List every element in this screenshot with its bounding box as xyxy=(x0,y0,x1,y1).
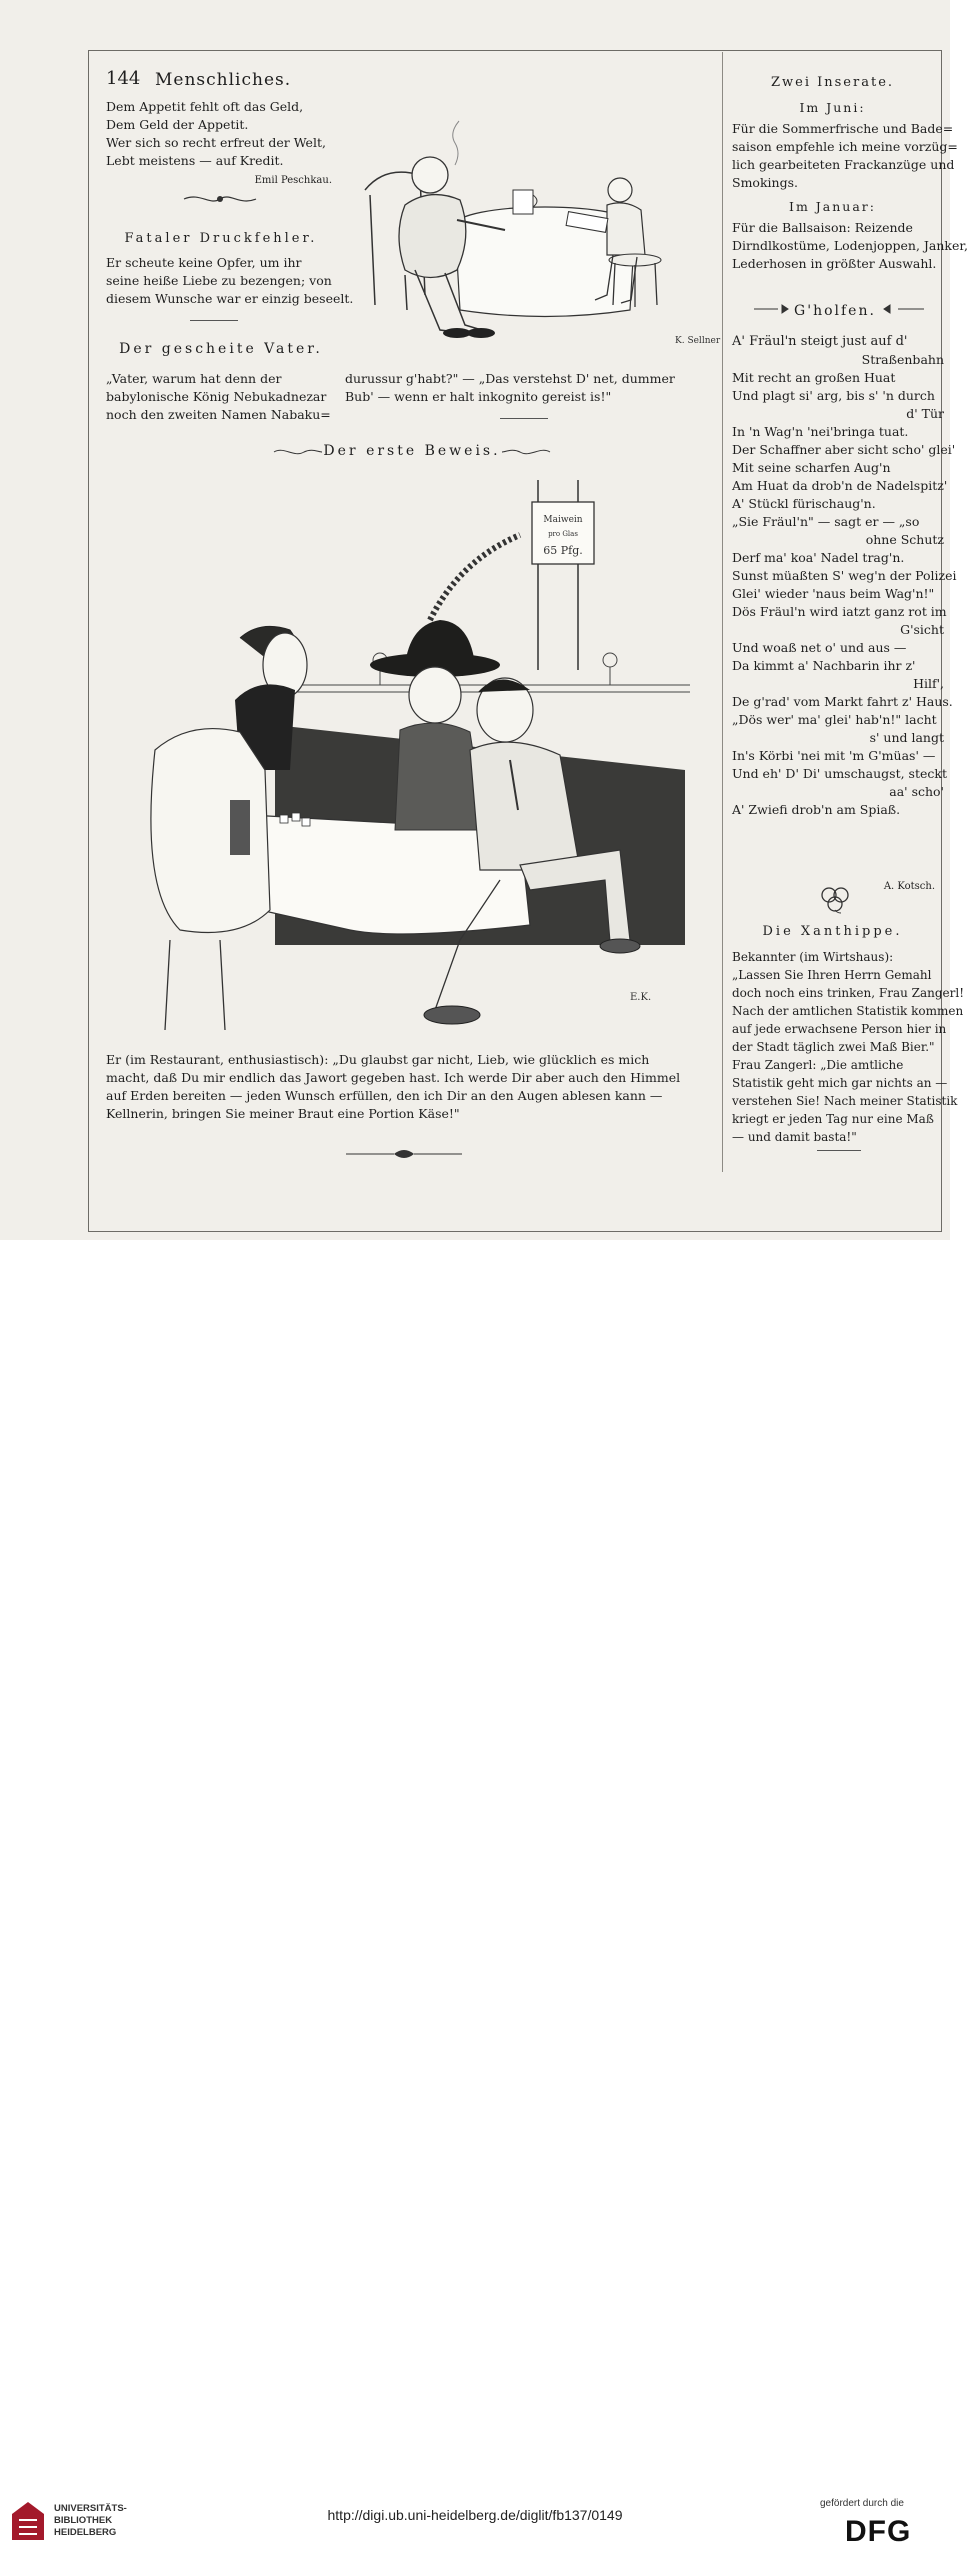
separator-line xyxy=(817,1150,861,1151)
poem-line: Und plagt si' arg, bis s' 'n durch xyxy=(732,388,935,403)
heading-fataler: Fataler Druckfehler. xyxy=(124,231,318,246)
poem-line: De g'rad' vom Markt fahrt z' Haus. xyxy=(732,694,953,709)
running-head: Menschliches. xyxy=(155,70,292,90)
poem-line: In's Körbi 'nei mit 'm G'müas' — xyxy=(732,748,936,763)
poem-line: Der Schaffner aber sicht scho' glei' xyxy=(732,442,956,457)
illustration-father-son xyxy=(345,95,721,350)
text-line: noch den zweiten Namen Nabaku= xyxy=(106,407,331,422)
ornament-icon xyxy=(180,188,260,210)
library-name-line: BIBLIOTHEK xyxy=(54,2515,113,2526)
subheading-juni: Im Juni: xyxy=(799,100,866,115)
poem-line: Dös Fräul'n wird iatzt ganz rot im xyxy=(732,604,947,619)
flourish-left-icon xyxy=(752,303,792,315)
poem-line: ohne Schutz xyxy=(865,532,944,547)
poem-line: Sunst müaßten S' weg'n der Polizei xyxy=(732,568,957,583)
poem-line: d' Tür xyxy=(906,406,944,421)
caption-beweis xyxy=(106,1051,710,1123)
illustration-restaurant xyxy=(100,470,700,1040)
separator-line xyxy=(190,320,238,321)
poem-author: A. Kotsch. xyxy=(883,881,935,892)
heading-vater: Der gescheite Vater. xyxy=(119,341,323,357)
poem-gholfen xyxy=(732,333,957,819)
ornament-icon xyxy=(344,1146,464,1162)
text-line: verstehen Sie! Nach meiner Statistik xyxy=(732,1094,958,1108)
caption-line: Kellnerin, bringen Sie meiner Braut eine Portion Käse!" xyxy=(106,1106,460,1121)
text-line: der Stadt täglich zwei Maß Bier." xyxy=(732,1040,935,1054)
poem-line: Dem Appetit fehlt oft das Geld, xyxy=(106,99,304,114)
poem-author: Emil Peschkau. xyxy=(254,175,332,186)
text-line: Bub' — wenn er halt inkognito gereist is!" xyxy=(345,389,612,404)
clover-icon xyxy=(818,884,852,914)
sign-text: pro Glas xyxy=(548,530,578,538)
caption-line: auf Erden bereiten — jeden Wunsch erfüllen, den ich Dir an den Augen ablesen kann — xyxy=(106,1088,663,1103)
poem-line: s' und langt xyxy=(869,730,944,745)
heading-beweis: Der erste Beweis. xyxy=(323,443,501,459)
poem-line: Mit seine scharfen Aug'n xyxy=(732,460,891,475)
text-januar xyxy=(732,219,968,273)
poem-line: Und woaß net o' und aus — xyxy=(732,640,907,655)
poem-line: „Dös wer' ma' glei' hab'n!" lacht xyxy=(732,712,937,727)
sign-text: Maiwein xyxy=(543,515,583,525)
flourish-left-icon xyxy=(272,446,324,458)
text-line: Smokings. xyxy=(732,175,798,190)
poem-line: „Sie Fräul'n" — sagt er — „so xyxy=(732,514,920,529)
poem-line: Derf ma' koa' Nadel trag'n. xyxy=(732,550,905,565)
poem-line: A' Fräul'n steigt just auf d' xyxy=(732,334,908,349)
poem-line: G'sicht xyxy=(900,622,944,637)
poem-line: Am Huat da drob'n de Nadelspitz' xyxy=(732,478,948,493)
text-line: „Lassen Sie Ihren Herrn Gemahl xyxy=(732,968,932,982)
library-name-line: HEIDELBERG xyxy=(54,2527,117,2538)
text-line: Nach der amtlichen Statistik kommen xyxy=(732,1004,964,1018)
poem-line: aa' scho' xyxy=(889,784,944,799)
text-line: — und damit basta!" xyxy=(732,1130,857,1144)
heading-xanthippe: Die Xanthippe. xyxy=(762,924,903,939)
permalink[interactable]: http://digi.ub.uni-heidelberg.de/diglit/fb137/0149 xyxy=(327,2507,623,2523)
flourish-right-icon xyxy=(500,446,552,458)
separator-line xyxy=(500,418,548,419)
dfg-logo: DFG xyxy=(845,2515,912,2548)
column-rule xyxy=(722,52,723,1172)
text-line: Lederhosen in größter Auswahl. xyxy=(732,256,937,271)
viewer-footer xyxy=(0,1240,950,2548)
poem-line: Straßenbahn xyxy=(861,352,944,367)
poem-line: Lebt meistens — auf Kredit. xyxy=(106,153,284,168)
text-vater-right xyxy=(345,370,715,406)
page-number: 144 xyxy=(106,68,141,89)
poem-line: Da kimmt a' Nachbarin ihr z' xyxy=(732,658,916,673)
text-line: seine heiße Liebe zu bezengen; von xyxy=(106,273,332,288)
text-xanthippe xyxy=(732,948,965,1146)
text-line: Bekannter (im Wirtshaus): xyxy=(732,950,894,964)
text-line: diesem Wunsche war er einzig beseelt. xyxy=(106,291,354,306)
library-name-line: UNIVERSITÄTS- xyxy=(54,2503,127,2514)
scanned-page xyxy=(0,0,968,1240)
caption-line: Er (im Restaurant, enthusiastisch): „Du glaubst gar nicht, Lieb, wie glücklich es mich xyxy=(106,1052,650,1067)
poem-line: Glei' wieder 'naus beim Wag'n!" xyxy=(732,586,935,601)
text-line: auf jede erwachsene Person hier in xyxy=(732,1022,947,1036)
illustration-signature: K. Sellner xyxy=(675,336,721,346)
text-line: Frau Zangerl: „Die amtliche xyxy=(732,1058,904,1072)
text-line: Für die Ballsaison: Reizende xyxy=(732,220,913,235)
text-line: durussur g'habt?" — „Das verstehst D' net, dummer xyxy=(345,371,675,386)
poem-line: Und eh' D' Di' umschaugst, steckt xyxy=(732,766,947,781)
text-line: babylonische König Nebukadnezar xyxy=(106,389,327,404)
text-line: saison empfehle ich meine vorzüg= xyxy=(732,139,958,154)
text-line: Er scheute keine Opfer, um ihr xyxy=(106,255,302,270)
text-vater-left xyxy=(106,370,336,424)
text-line: Statistik geht mich gar nichts an — xyxy=(732,1076,948,1090)
text-line: Dirndlkostüme, Lodenjoppen, Janker, xyxy=(732,238,968,253)
text-line: kriegt er jeden Tag nur eine Maß xyxy=(732,1112,934,1126)
funding-caption: gefördert durch die xyxy=(820,2498,904,2509)
text-line: lich gearbeiteten Frackanzüge und xyxy=(732,157,955,172)
text-line: Für die Sommerfrische und Bade= xyxy=(732,121,954,136)
poem-line: Dem Geld der Appetit. xyxy=(106,117,249,132)
heading-inserate: Zwei Inserate. xyxy=(770,75,895,90)
poem-line: Wer sich so recht erfreut der Welt, xyxy=(106,135,326,150)
poem-line: Mit recht an großen Huat xyxy=(732,370,896,385)
poem-line: Hilf', xyxy=(913,676,944,691)
sign-text: 65 Pfg. xyxy=(543,544,583,557)
flourish-right-icon xyxy=(886,303,926,315)
caption-line: macht, daß Du mir endlich das Jawort gegeben hast. Ich werde Dir aber auch den Himmel xyxy=(106,1070,681,1085)
heading-gholfen: G'holfen. xyxy=(794,303,876,319)
poem-line: In 'n Wag'n 'nei'bringa tuat. xyxy=(732,424,909,439)
poem-appetit xyxy=(106,98,336,170)
illustration-signature: E.K. xyxy=(630,992,652,1003)
text-juni xyxy=(732,120,958,192)
text-line: doch noch eins trinken, Frau Zangerl! xyxy=(732,986,965,1000)
poem-line: A' Zwiefi drob'n am Spiaß. xyxy=(732,802,901,817)
text-line: „Vater, warum hat denn der xyxy=(106,371,282,386)
text-fataler xyxy=(106,254,354,308)
subheading-januar: Im Januar: xyxy=(789,199,876,214)
poem-line: A' Stückl fürischaug'n. xyxy=(732,496,876,511)
